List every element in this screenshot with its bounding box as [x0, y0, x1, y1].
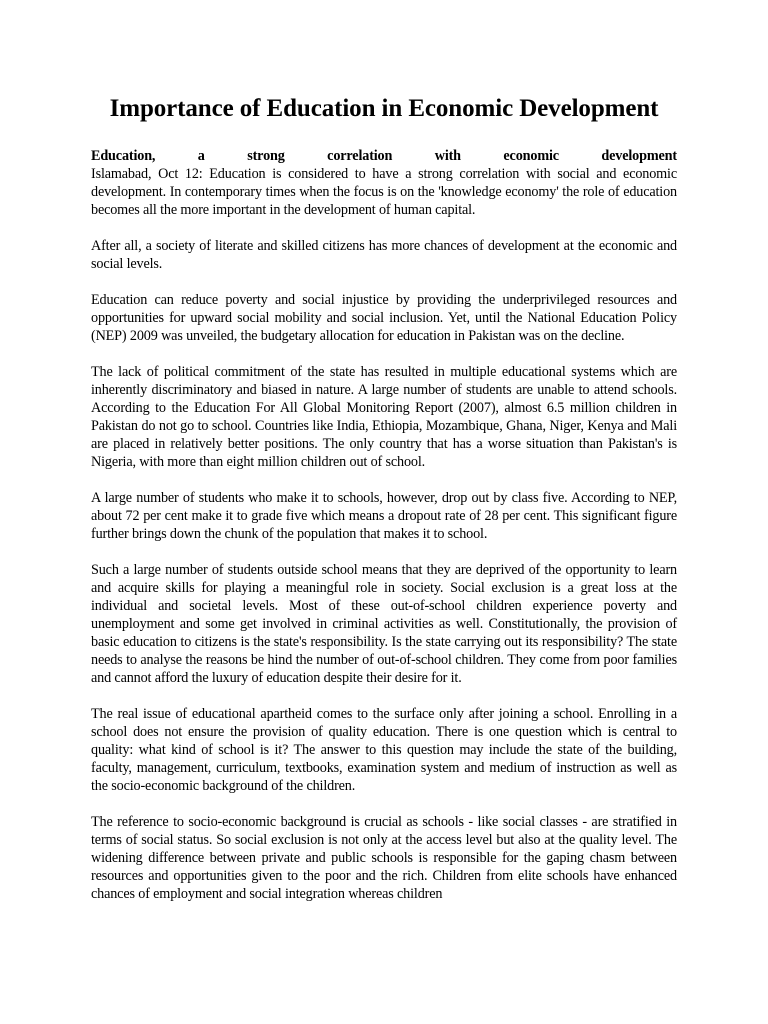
paragraph-5: A large number of students who make it to schools, however, drop out by class five. According to NEP, about 72 per cent make it to grade five which means a dropout rate of 28 per cent. This significant figure further brings down the chunk of the population that makes it to school.	[91, 490, 677, 542]
paragraph-1-text: Islamabad, Oct 12: Education is considered to have a strong correlation with social and economic development. In contemporary times when the focus is on the 'knowledge economy' the role of education becomes all the more important in the development of human capital.	[91, 166, 677, 218]
document-page	[91, 92, 677, 921]
paragraph-6: Such a large number of students outside school means that they are deprived of the opportunity to learn and acquire skills for playing a meaningful role in society. Social exclusion is a great loss at the individual and societal levels. Most of these out-of-school children experience poverty and unemployment and some get involved in criminal activities as well. Constitutionally, the provision of basic education to citizens is the state's responsibility. Is the state carrying out its responsibility? The state needs to analyse the reasons be hind the number of out-of-school children. They come from poor families and cannot afford the luxury of education despite their desire for it.	[91, 562, 677, 686]
paragraph-3: Education can reduce poverty and social injustice by providing the underprivileged resources and opportunities for upward social mobility and social inclusion. Yet, until the National Education Policy (NEP) 2009 was unveiled, the budgetary allocation for education in Pakistan was on the decline.	[91, 292, 677, 344]
paragraph-2: After all, a society of literate and skilled citizens has more chances of development at the economic and social levels.	[91, 238, 677, 272]
paragraph-7: The real issue of educational apartheid comes to the surface only after joining a school. Enrolling in a school does not ensure the provision of quality education. There is one question which is central to quality: what kind of school is it? The answer to this question may include the state of the building, faculty, management, curriculum, textbooks, examination system and medium of instruction as well as the socio-economic background of the children.	[91, 706, 677, 794]
paragraph-4: The lack of political commitment of the state has resulted in multiple educational systems which are inherently discriminatory and biased in nature. A large number of students are unable to attend schools. According to the Education For All Global Monitoring Report (2007), almost 6.5 million children in Pakistan do not go to school. Countries like India, Ethiopia, Mozambique, Ghana, Niger, Kenya and Mali are placed in relatively better positions. The only country that has a worse situation than Pakistan's is Nigeria, with more than eight million children out of school.	[91, 364, 677, 470]
lead-heading: Education, a strong correlation with economic development	[91, 148, 677, 164]
paragraph-1	[91, 147, 677, 219]
paragraph-8: The reference to socio-economic background is crucial as schools - like social classes - are stratified in terms of social status. So social exclusion is not only at the access level but also at the quality level. The widening difference between private and public schools is responsible for the gaping chasm between resources and opportunities given to the poor and the rich. Children from elite schools have enhanced chances of employment and social integration whereas children	[91, 814, 677, 902]
document-title: Importance of Education in Economic Development	[109, 95, 659, 122]
